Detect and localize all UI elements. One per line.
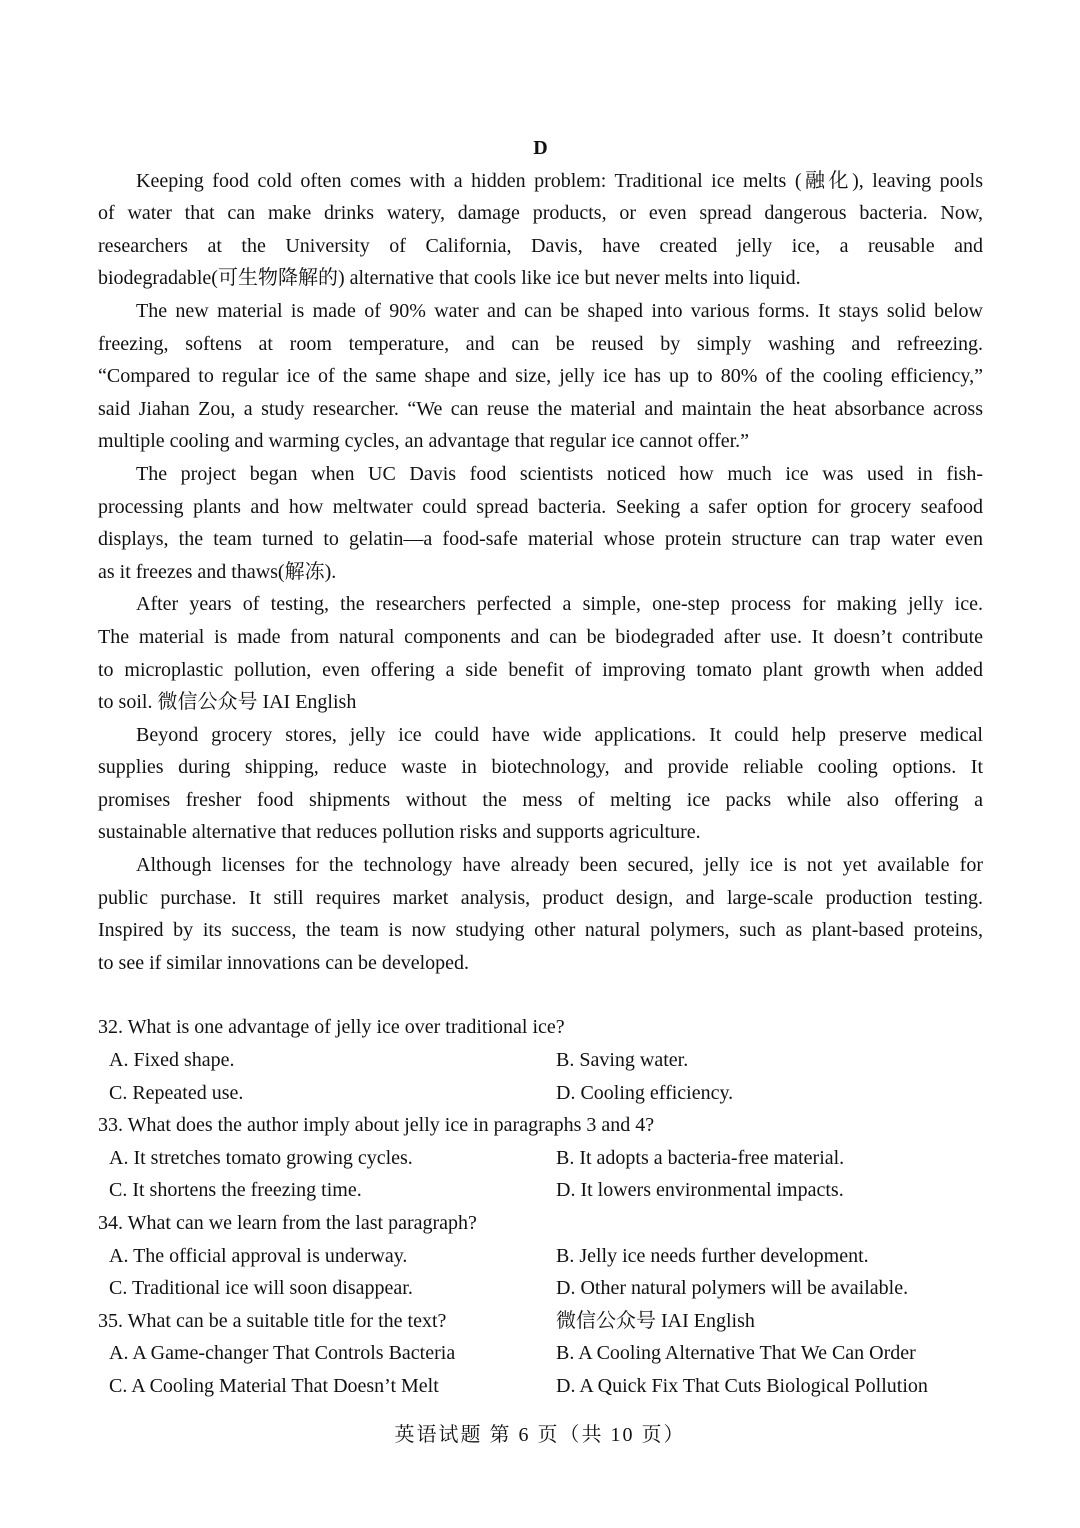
option-row xyxy=(98,1337,983,1370)
answer-option: B. Saving water. xyxy=(556,1049,689,1072)
paragraph-line: Beyond grocery stores, jelly ice could have wide applications. It could help preserve medical xyxy=(136,723,983,746)
question-stem-row xyxy=(98,1011,983,1044)
answer-option: A. The official approval is underway. xyxy=(109,1244,408,1267)
paragraph xyxy=(98,165,983,295)
paragraph-line: Inspired by its success, the team is now studying other natural polymers, such as plant-based proteins, xyxy=(98,919,983,942)
paragraph-line: to see if similar innovations can be developed. xyxy=(98,951,470,974)
answer-option: D. Cooling efficiency. xyxy=(556,1081,734,1104)
answer-option: D. Other natural polymers will be available. xyxy=(556,1277,909,1300)
paragraph-line: The new material is made of 90% water and can be shaped into various forms. It stays solid below xyxy=(136,299,983,322)
paragraph-line: processing plants and how meltwater could spread bacteria. Seeking a safer option for grocery seafood xyxy=(98,495,983,518)
paragraph-line: freezing, softens at room temperature, and can be reused by simply washing and refreezing. xyxy=(98,332,983,355)
paragraph-line: to soil. 微信公众号 IAI English xyxy=(98,691,357,714)
answer-option: C. A Cooling Material That Doesn’t Melt xyxy=(109,1374,439,1397)
answer-option: D. A Quick Fix That Cuts Biological Pollution xyxy=(556,1374,928,1397)
paragraph xyxy=(98,588,983,718)
watermark-note: 微信公众号 IAI English xyxy=(556,1309,755,1332)
answer-option: A. It stretches tomato growing cycles. xyxy=(109,1146,413,1169)
answer-option: A. A Game-changer That Controls Bacteria xyxy=(109,1342,456,1365)
paragraph xyxy=(98,849,983,979)
paragraph xyxy=(98,295,983,458)
paragraph-line: sustainable alternative that reduces pollution risks and supports agriculture. xyxy=(98,821,701,844)
paragraph-line: The project began when UC Davis food scientists noticed how much ice was used in fish- xyxy=(136,462,983,485)
paragraph xyxy=(98,458,983,588)
passage xyxy=(98,165,983,980)
question-stem: 35. What can be a suitable title for the text? xyxy=(98,1309,447,1332)
paragraph xyxy=(98,719,983,849)
option-row xyxy=(98,1240,983,1273)
paragraph-line: to microplastic pollution, even offering a side benefit of improving tomato plant growth when added xyxy=(98,658,983,681)
answer-option: C. Repeated use. xyxy=(109,1081,244,1104)
paragraph-line: Keeping food cold often comes with a hidden problem: Traditional ice melts (融化), leaving pools xyxy=(136,169,983,192)
option-row xyxy=(98,1272,983,1305)
option-row xyxy=(98,1044,983,1077)
answer-option: B. Jelly ice needs further development. xyxy=(556,1244,869,1267)
question-stem: 34. What can we learn from the last paragraph? xyxy=(98,1212,477,1234)
paragraph-line: of water that can make drinks watery, damage products, or even spread dangerous bacteria. Now, xyxy=(98,202,983,225)
paragraph-line: as it freezes and thaws(解冻). xyxy=(98,560,337,583)
answer-option: D. It lowers environmental impacts. xyxy=(556,1179,844,1202)
paragraph-line: said Jiahan Zou, a study researcher. “We can reuse the material and maintain the heat absorbance across xyxy=(98,397,983,420)
paragraph-line: Although licenses for the technology have already been secured, jelly ice is not yet available for xyxy=(136,854,983,877)
option-row xyxy=(98,1370,983,1403)
answer-option: C. Traditional ice will soon disappear. xyxy=(109,1277,413,1300)
paragraph-line: displays, the team turned to gelatin—a food-safe material whose protein structure can trap water even xyxy=(98,528,983,551)
paragraph-line: supplies during shipping, reduce waste in biotechnology, and provide reliable cooling options. It xyxy=(98,756,983,779)
paragraph-line: public purchase. It still requires market analysis, product design, and large-scale production testing. xyxy=(98,886,983,909)
answer-option: A. Fixed shape. xyxy=(109,1049,235,1072)
page-footer: 英语试题 第 6 页（共 10 页） xyxy=(394,1424,686,1446)
section-title: D xyxy=(533,137,548,159)
questions xyxy=(98,1011,983,1402)
question-stem-row xyxy=(98,1207,983,1240)
option-row xyxy=(98,1142,983,1175)
answer-option: B. It adopts a bacteria-free material. xyxy=(556,1146,845,1169)
question-stem: 32. What is one advantage of jelly ice over traditional ice? xyxy=(98,1016,565,1039)
paragraph-line: promises fresher food shipments without the mess of melting ice packs while also offering a xyxy=(98,788,983,811)
answer-option: B. A Cooling Alternative That We Can Order xyxy=(556,1342,916,1365)
question-stem: 33. What does the author imply about jelly ice in paragraphs 3 and 4? xyxy=(98,1114,655,1137)
paragraph-line: biodegradable(可生物降解的) alternative that cools like ice but never melts into liquid. xyxy=(98,267,801,290)
paragraph-line: multiple cooling and warming cycles, an advantage that regular ice cannot offer.” xyxy=(98,430,750,453)
question-stem-row xyxy=(98,1305,983,1338)
paragraph-line: “Compared to regular ice of the same shape and size, jelly ice has up to 80% of the cooling efficiency,” xyxy=(98,365,983,388)
paragraph-line: researchers at the University of California, Davis, have created jelly ice, a reusable and xyxy=(98,234,983,257)
option-row xyxy=(98,1174,983,1207)
question-stem-row xyxy=(98,1109,983,1142)
exam-page xyxy=(98,132,983,1403)
paragraph-line: After years of testing, the researchers perfected a simple, one-step process for making jelly ice. xyxy=(136,593,983,616)
answer-option: C. It shortens the freezing time. xyxy=(109,1179,362,1202)
paragraph-line: The material is made from natural components and can be biodegraded after use. It doesn’t contribute xyxy=(98,625,983,648)
option-row xyxy=(98,1077,983,1110)
